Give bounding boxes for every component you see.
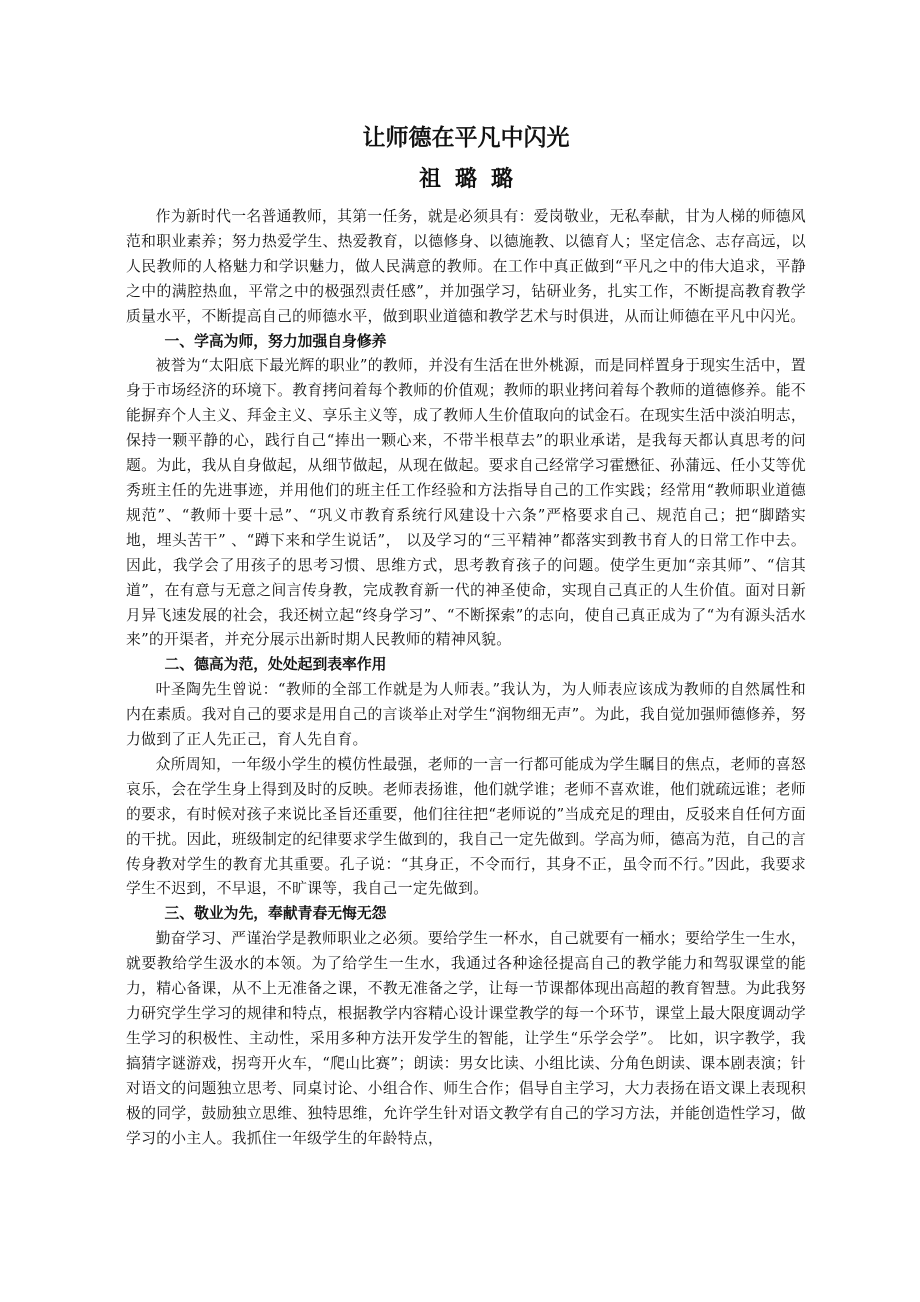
- author-name: 祖璐璐: [418, 167, 527, 192]
- section-2-paragraph-1: 叶圣陶先生曾说：“教师的全部工作就是为人师表。”我认为，为人师表应该成为教师的自然属性和内在素质。我对自己的要求是用自己的言谈举止对学生“润物细无声”。为此，我自觉加强师德修养，努力做到了正人先正己，育人先自育。: [126, 681, 806, 749]
- document-title: 让师德在平凡中闪光: [362, 125, 570, 151]
- section-heading-3: 三、敬业为先，奉献青春无悔无怨: [164, 905, 387, 923]
- section-heading-1: 一、学高为师，努力加强自身修养: [164, 332, 387, 350]
- document-page: [126, 112, 806, 1151]
- intro-paragraph: 作为新时代一名普通教师，其第一任务，就是必须具有：爱岗敬业，无私奉献，甘为人梯的师德风范和职业素养；努力热爱学生、热爱教育，以德修身、以德施教、以德育人；坚定信念、志存高远，以人民教师的人格魅力和学识魅力，做人民满意的教师。在工作中真正做到“平凡之中的伟大追求，平静之中的满腔热血，平常之中的极强烈责任感”，并加强学习，钻研业务，扎实工作，不断提高教育教学质量水平，不断提高自己的师德水平，做到职业道德和教学艺术与时俱进，从而让师德在平凡中闪光。: [126, 208, 806, 325]
- section-3-paragraph-1: 勤奋学习、严谨治学是教师职业之必须。要给学生一杯水，自己就要有一桶水；要给学生一生水，就要教给学生汲水的本领。为了给学生一生水，我通过各种途径提高自己的教学能力和驾驭课堂的能力，精心备课，从不上无准备之课，不教无准备之学，让每一节课都体现出高超的教育智慧。为此我努力研究学生学习的规律和特点，根据教学内容精心设计课堂教学的每一个环节，课堂上最大限度调动学生学习的积极性、主动性，采用多种方法开发学生的智能，让学生“乐学会学”。 比如，识字教学，我搞猜字谜游戏，拐弯开火车，“爬山比赛”；朗读：男女比读、小组比读、分角色朗读、课本剧表演；针对语文的问题独立思考、同桌讨论、小组合作、师生合作；倡导自主学习，大力表扬在语文课上表现积极的同学，鼓励独立思维、独特思维，允许学生针对语文教学有自己的学习方法，并能创造性学习，做学习的小主人。我抓住一年级学生的年龄特点，: [126, 930, 806, 1147]
- section-1-paragraph-1: 被誉为“太阳底下最光辉的职业”的教师，并没有生活在世外桃源，而是同样置身于现实生活中，置身于市场经济的环境下。教育拷问着每个教师的价值观；教师的职业拷问着每个教师的道德修养。能不能摒弃个人主义、拜金主义、享乐主义等，成了教师人生价值取向的试金石。在现实生活中淡泊明志，保持一颗平静的心，践行自己“捧出一颗心来，不带半根草去”的职业承诺，是我每天都认真思考的问题。为此，我从自身做起，从细节做起，从现在做起。要求自己经常学习霍懋征、孙蒲远、任小艾等优秀班主任的先进事迹，并用他们的班主任工作经验和方法指导自己的工作实践；经常用“教师职业道德规范”、“教师十要十忌”、“巩义市教育系统行风建设十六条”严格要求自己、规范自己；把“脚踏实地，埋头苦干” 、“蹲下来和学生说话”， 以及学习的“三平精神”都落实到教书育人的日常工作中去。因此，我学会了用孩子的思考习惯、思维方式，思考教育孩子的问题。使学生更加“亲其师”、“信其道”，在有意与无意之间言传身教，完成教育新一代的神圣使命，实现自己真正的人生价值。面对日新月异飞速发展的社会，我还树立起“终身学习”、“不断探索”的志向，使自己真正成为了“为有源头活水来”的开渠者，并充分展示出新时期人民教师的精神风貌。: [126, 357, 806, 649]
- section-2-paragraph-2: 众所周知，一年级小学生的模仿性最强，老师的一言一行都可能成为学生瞩目的焦点，老师的喜怒哀乐，会在学生身上得到及时的反映。老师表扬谁，他们就学谁；老师不喜欢谁，他们就疏远谁；老师的要求，有时候对孩子来说比圣旨还重要，他们往往把“老师说的”当成充足的理由，反驳来自任何方面的干扰。因此，班级制定的纪律要求学生做到的，我自己一定先做到。学高为师，德高为范，自己的言传身教对学生的教育尤其重要。孔子说：“其身正，不令而行，其身不正，虽令而不行。”因此，我要求学生不迟到，不早退，不旷课等，我自己一定先做到。: [126, 755, 806, 898]
- section-heading-2: 二、德高为范，处处起到表率作用: [164, 656, 387, 674]
